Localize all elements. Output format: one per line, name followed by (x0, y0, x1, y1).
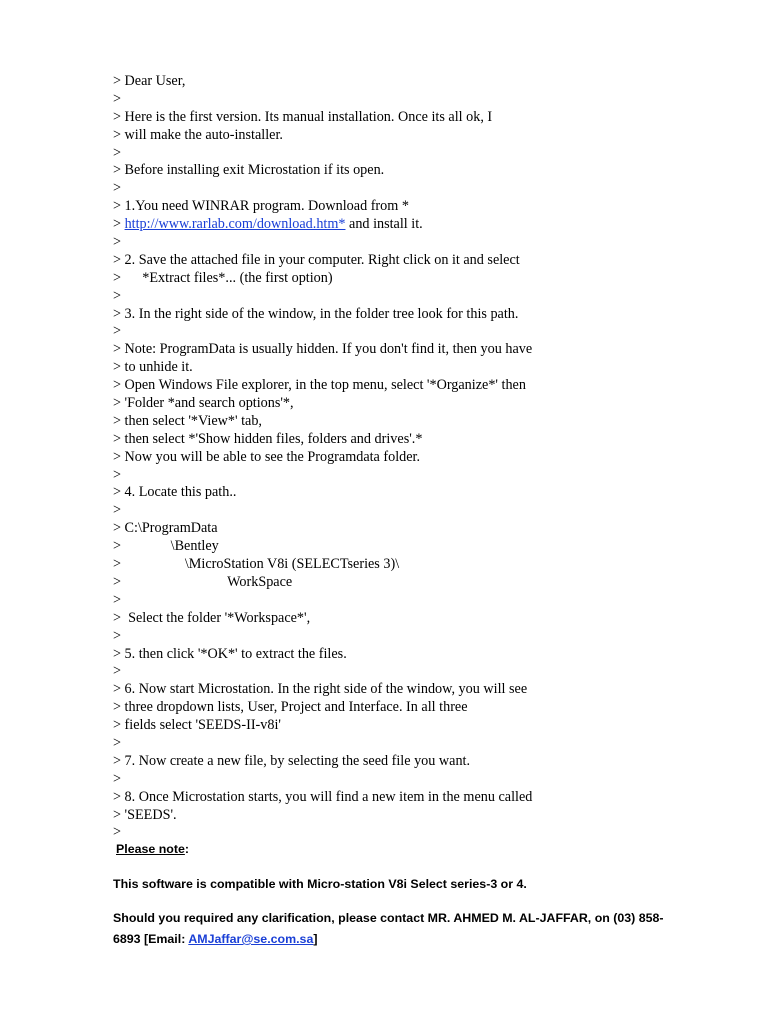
line-prefix: > (113, 216, 125, 233)
email-body (113, 73, 733, 842)
email-line: > then select '*View*' tab, (113, 412, 262, 429)
email-line: > Dear User, (113, 73, 186, 89)
contact-email-link[interactable]: AMJaffar@se.com.sa (188, 932, 314, 946)
email-line: > (113, 770, 122, 787)
email-line: > 6. Now start Microstation. In the right side of the window, you will see (113, 681, 528, 698)
email-line: > (113, 663, 122, 680)
footer-notes (113, 840, 673, 950)
email-line: > to unhide it. (113, 359, 193, 376)
email-line: > 5. then click '*OK*' to extract the files. (113, 645, 347, 662)
email-line: > WorkSpace (113, 573, 293, 590)
email-line: > 7. Now create a new file, by selecting the seed file you want. (113, 752, 471, 769)
email-line: > 4. Locate this path.. (113, 484, 237, 501)
email-line: > \MicroStation V8i (SELECTseries 3)\ (113, 556, 400, 573)
note-colon: : (184, 842, 190, 856)
email-line: > (113, 824, 122, 841)
email-line: > 'Folder *and search options'*, (113, 395, 294, 412)
email-line: > C:\ProgramData (113, 520, 218, 537)
email-line: > 2. Save the attached file in your computer. Right click on it and select (113, 251, 520, 268)
email-line: > will make the auto-installer. (113, 126, 283, 143)
email-line: > fields select 'SEEDS-II-v8i' (113, 717, 281, 734)
email-line (113, 216, 733, 234)
email-line: > (113, 90, 122, 107)
email-line: > 'SEEDS'. (113, 806, 177, 823)
compatibility-note: This software is compatible with Micro-station V8i Select series-3 or 4. (113, 877, 527, 891)
email-line: > Here is the first version. Its manual installation. Once its all ok, I (113, 108, 493, 125)
email-line: > three dropdown lists, User, Project and Interface. In all three (113, 699, 468, 716)
contact-text: Should you required any clarification, please contact MR. AHMED M. AL-JAFFAR, on (03) 858-6893 [Email: (113, 911, 664, 946)
email-line: > (113, 144, 122, 161)
email-line: > \Bentley (113, 538, 219, 555)
email-line: > then select *'Show hidden files, folders and drives'.* (113, 430, 423, 447)
download-link[interactable]: http://www.rarlab.com/download.htm* (124, 216, 346, 233)
line-suffix: and install it. (345, 216, 423, 233)
contact-note (113, 908, 673, 950)
email-line: > (113, 502, 122, 519)
email-line: > (113, 323, 122, 340)
please-note-label: Please note (116, 842, 185, 856)
contact-end: ] (313, 932, 318, 946)
email-line: > (113, 287, 122, 304)
email-line: > (113, 234, 122, 251)
email-line: > Before installing exit Microstation if its open. (113, 162, 385, 179)
email-line: > Now you will be able to see the Programdata folder. (113, 448, 421, 465)
note-heading (113, 840, 673, 858)
email-line: > Note: ProgramData is usually hidden. If you don't find it, then you have (113, 341, 533, 358)
email-line: > (113, 627, 122, 644)
email-line: > (113, 591, 122, 608)
email-line: > Select the folder '*Workspace*', (113, 609, 311, 626)
email-line: > (113, 466, 122, 483)
email-line: > 8. Once Microstation starts, you will find a new item in the menu called (113, 788, 533, 805)
email-line: > *Extract files*... (the first option) (113, 269, 333, 286)
email-line: > (113, 180, 122, 197)
email-line: > (113, 734, 122, 751)
email-line: > Open Windows File explorer, in the top menu, select '*Organize*' then (113, 377, 526, 394)
email-line: > 3. In the right side of the window, in the folder tree look for this path. (113, 305, 519, 322)
email-line: > 1.You need WINRAR program. Download from * (113, 198, 409, 215)
